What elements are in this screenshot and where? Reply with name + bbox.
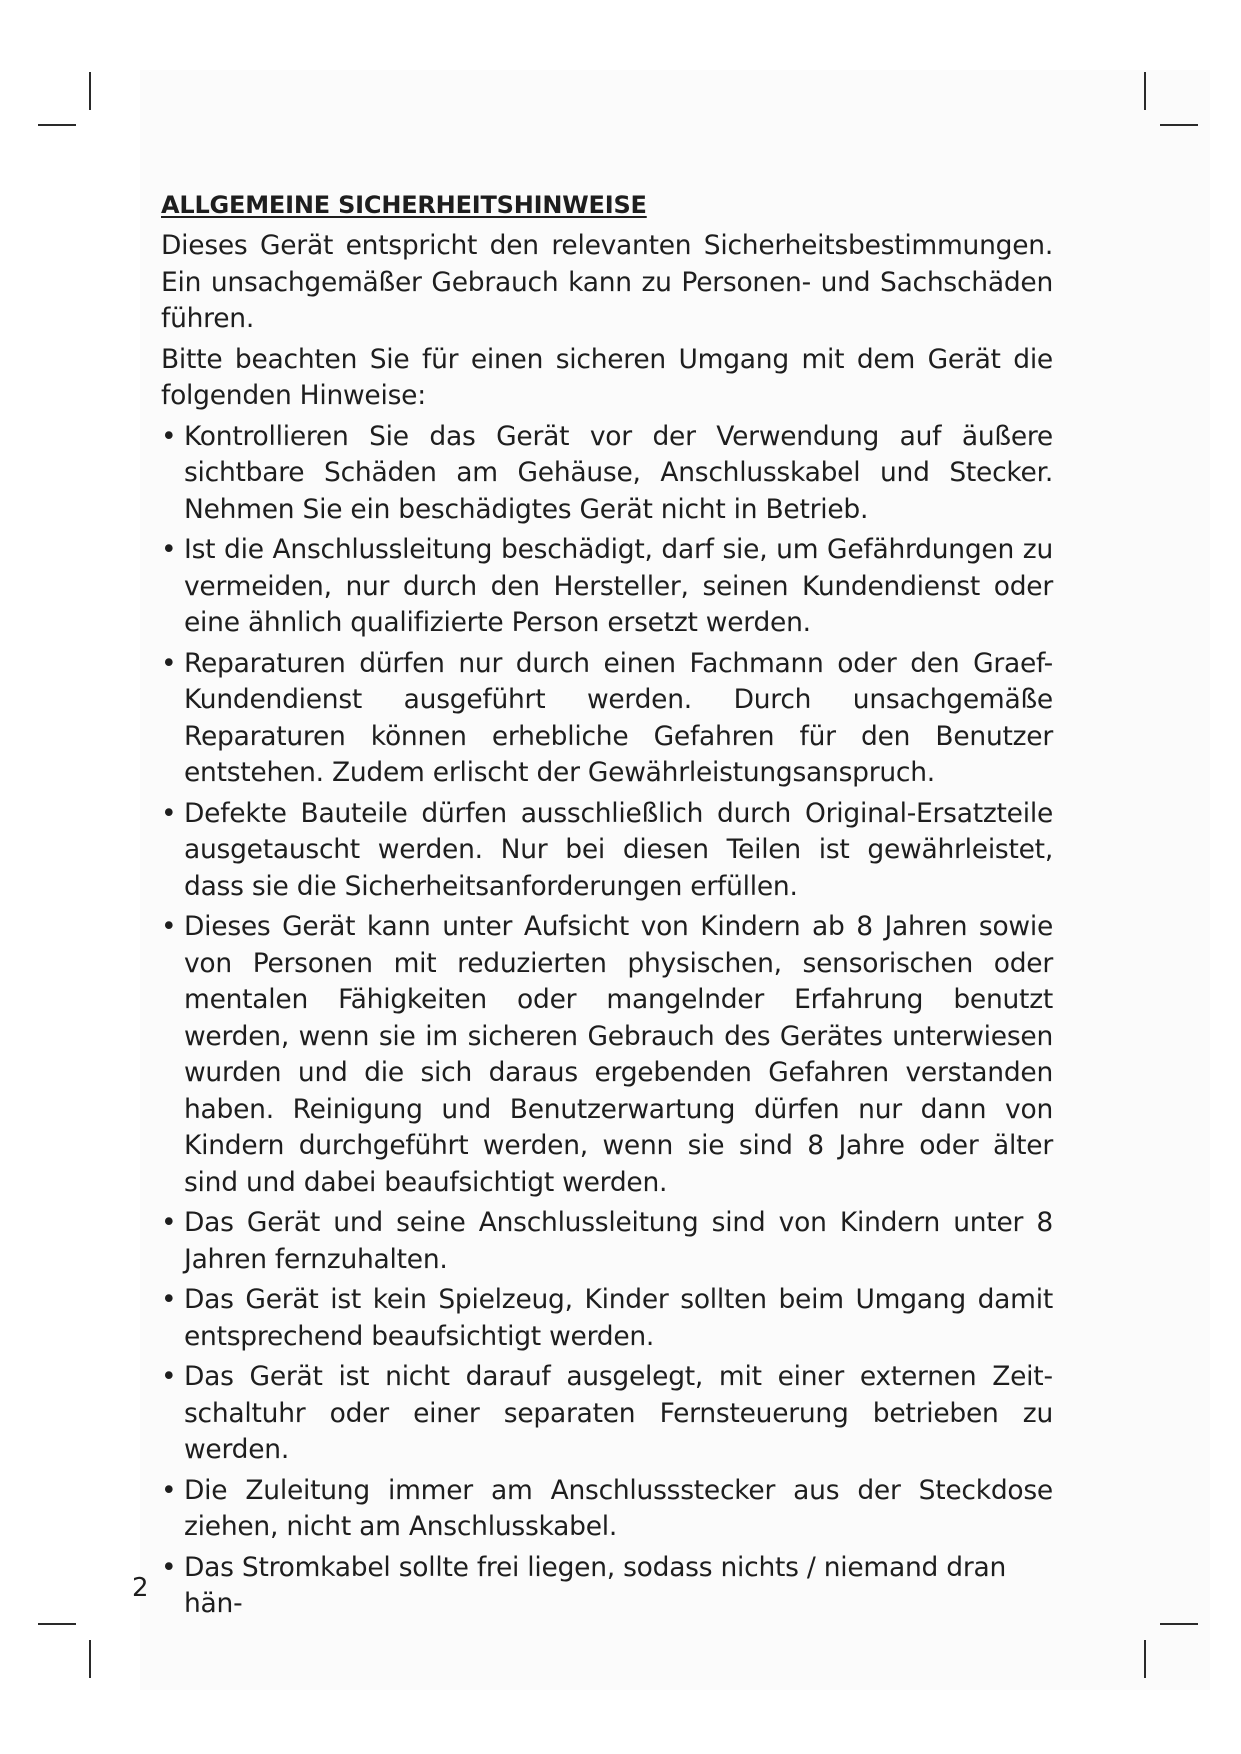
bullet-icon: • — [161, 534, 177, 565]
crop-mark-bottom-left-vertical — [89, 1640, 91, 1678]
list-item-text: Reparaturen dürfen nur durch einen Fachmann oder den Graef-Kundendienst ausgeführt werden. Durch unsachgemäße Reparaturen können erhebliche Gefahren für den Benutzer entstehen. Zudem erlischt der Gewährleistungsanspruch. — [184, 647, 1053, 788]
bullet-icon: • — [161, 1551, 177, 1583]
list-item-text: Das Gerät ist nicht darauf ausgelegt, mit einer externen Zeitschaltuhr oder einer separaten Fernsteuerung betrieben zu werden. — [184, 1361, 1053, 1465]
bullet-icon: • — [161, 420, 177, 452]
bullet-icon: • — [161, 1284, 177, 1315]
list-item-text: Dieses Gerät kann unter Aufsicht von Kindern ab 8 Jahren sowie von Personen mit reduzierten physischen, sensorischen oder mentalen Fähigkeiten oder mangelnder Erfahrung benutzt werden, wenn sie im sicheren Gebrauch des Gerätes unterwiesen wurden und die sich daraus ergebenden Gefahren verstanden haben. Reinigung und Benutzerwartung dürfen nur dann von Kindern durchgeführt werden, wenn sie sind 8 Jahre oder älter sind und dabei beaufsichtigt werden. — [184, 911, 1053, 1198]
list-item-text: Das Gerät ist kein Spielzeug, Kinder sollten beim Umgang damit entsprechend beaufsichtigt werden. — [184, 1284, 1053, 1352]
list-item — [161, 1359, 1053, 1469]
list-item-text: Ist die Anschlussleitung beschädigt, darf sie, um Gefährdungen zu vermeiden, nur durch den Hersteller, seinen Kundendienst oder eine ähnlich qualifizierte Person ersetzt werden. — [184, 534, 1053, 638]
bullet-icon: • — [161, 911, 177, 942]
crop-mark-bottom-right-vertical — [1144, 1640, 1146, 1678]
crop-mark-top-right-horizontal — [1160, 124, 1198, 126]
list-item-text: Das Gerät und seine Anschlussleitung sind von Kindern unter 8 Jahren fernzuhalten. — [184, 1207, 1053, 1275]
crop-mark-bottom-right-horizontal — [1160, 1623, 1198, 1625]
bullet-icon: • — [161, 797, 177, 829]
list-item — [161, 796, 1053, 906]
list-item-text: Defekte Bauteile dürfen ausschließlich durch Original-Ersatzteile ausgetauscht werden. Nur bei diesen Teilen ist gewährleistet, dass sie die Sicherheitsanforderungen erfüllen. — [184, 797, 1053, 902]
crop-mark-top-left-vertical — [89, 72, 91, 110]
list-item-text: Das Stromkabel sollte frei liegen, sodass nichts / niemand dran hän- — [184, 1551, 1007, 1619]
instruction-paragraph: Bitte beachten Sie für einen sicheren Umgang mit dem Gerät die folgenden Hinweise: — [161, 343, 1053, 411]
page-number: 2 — [132, 1573, 149, 1603]
list-item-text: Die Zuleitung immer am Anschlussstecker aus der Steckdose ziehen, nicht am Anschlusskabel. — [184, 1474, 1053, 1542]
list-item — [161, 1473, 1053, 1546]
list-item — [161, 419, 1053, 529]
crop-mark-bottom-left-horizontal — [38, 1623, 76, 1625]
document-content — [161, 190, 1053, 1627]
list-item — [161, 532, 1053, 642]
bullet-icon: • — [161, 1474, 177, 1506]
list-item — [161, 909, 1053, 1201]
intro-paragraph: Dieses Gerät entspricht den relevanten Sicherheitsbestimmungen. Ein unsachgemäßer Gebrauch kann zu Personen- und Sachschäden führen. — [161, 230, 1053, 334]
bullet-icon: • — [161, 647, 177, 679]
list-item — [161, 1550, 1053, 1623]
list-item — [161, 646, 1053, 792]
crop-mark-top-left-horizontal — [38, 124, 76, 126]
bullet-icon: • — [161, 1361, 177, 1392]
list-item-text: Kontrollieren Sie das Gerät vor der Verwendung auf äußere sichtbare Schäden am Gehäuse, Anschlusskabel und Stecker. Nehmen Sie ein beschädigtes Gerät nicht in Betrieb. — [184, 420, 1053, 525]
list-item — [161, 1282, 1053, 1355]
section-heading: ALLGEMEINE SICHERHEITSHINWEISE — [161, 191, 647, 219]
crop-mark-top-right-vertical — [1144, 72, 1146, 110]
list-item — [161, 1205, 1053, 1278]
safety-list — [161, 419, 1053, 1623]
bullet-icon: • — [161, 1207, 177, 1238]
